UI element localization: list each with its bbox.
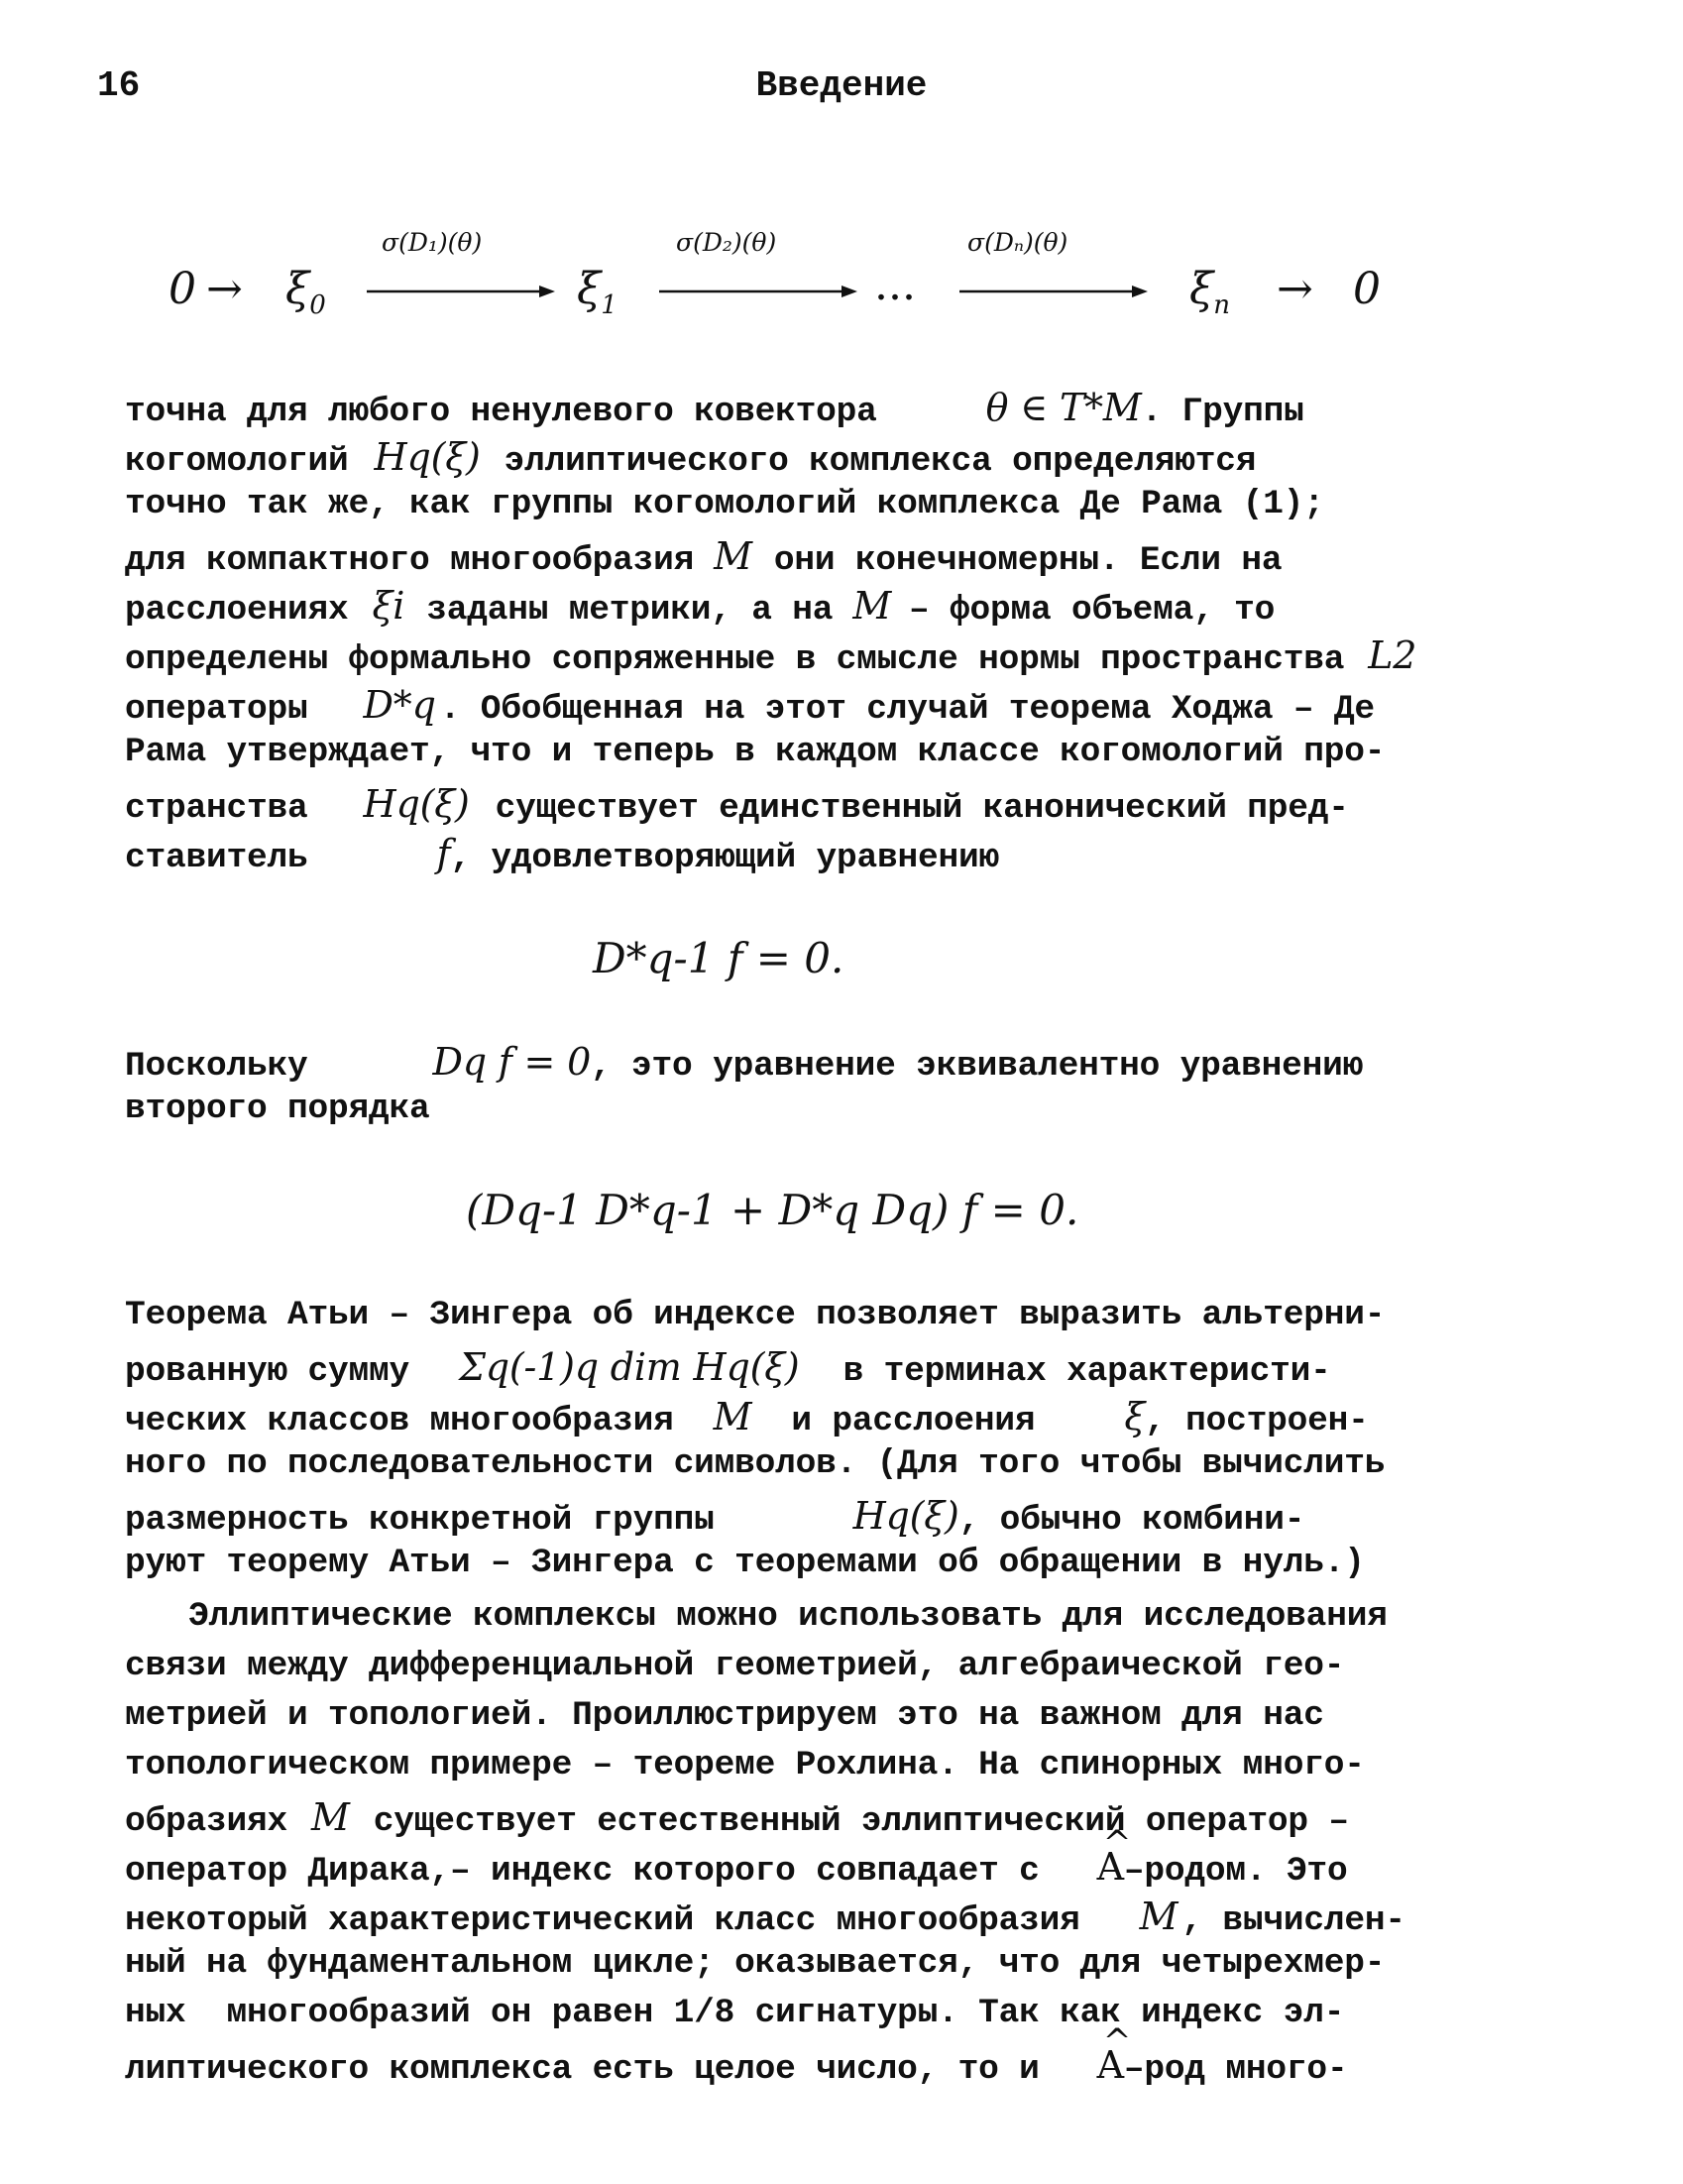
text-line: для компактного многообразия M они конечномерны. Если на: [125, 534, 1283, 580]
text-line: точна для любого ненулевого ковектора θ ∈ T*M. Группы: [125, 386, 1304, 431]
text-line: ных многообразий он равен 1/8 сигнатуры. Так как индекс эл-: [125, 1994, 1345, 2032]
seq-arrow-label-3: σ(Dₙ)(θ): [967, 228, 1068, 257]
text-line: расслоениях ξi заданы метрики, а на M – форма объема, то: [125, 584, 1276, 630]
text-line: точно так же, как группы когомологий комплекса Де Рама (1);: [125, 485, 1324, 523]
seq-xi0: $\xi_0$: [285, 264, 326, 320]
display-formula-1: D*q-1 f = 0.: [593, 934, 844, 982]
text-line: рованную сумму Σq(-1)q dim Hq(ξ) в терминах характеристи-: [125, 1345, 1331, 1391]
text-line: Теорема Атьи – Зингера об индексе позволяет выразить альтерни-: [125, 1296, 1386, 1334]
seq-arrow-end: →: [1277, 264, 1313, 314]
text-line: когомологий Hq(ξ) эллиптического комплекса определяются: [125, 435, 1257, 481]
text-line: операторы D*q . Обобщенная на этот случай теорема Ходжа – Де: [125, 683, 1375, 729]
seq-long-arrow-2: [659, 282, 857, 301]
text-line: липтического комплекса есть целое число, то и^ A–род много-: [125, 2046, 1347, 2088]
text-line: странства Hq(ξ) существует единственный канонический пред-: [125, 782, 1349, 828]
seq-arrow-0: →: [206, 264, 243, 314]
seq-zero-right: 0: [1353, 264, 1381, 314]
text-line: руют теорему Атьи – Зингера с теоремами об обращении в нуль.): [125, 1544, 1365, 1582]
text-line: второго порядка: [125, 1090, 430, 1128]
text-line: топологическом примере – теореме Рохлина. На спинорных много-: [125, 1746, 1365, 1784]
seq-long-arrow-1: [367, 282, 555, 301]
text-line: оператор Дирака,– индекс которого совпадает с^ A–родом. Это: [125, 1848, 1347, 1890]
exact-sequence: [168, 228, 1457, 323]
text-line: некоторый характеристический класс многообразия M , вычислен-: [125, 1895, 1405, 1940]
seq-zero-left: 0: [168, 264, 196, 314]
text-line: Поскольку Dq f = 0, это уравнение эквивалентно уравнению: [125, 1040, 1364, 1086]
seq-xi1: $\xi_1$: [577, 264, 617, 320]
seq-arrow-label-2: σ(D₂)(θ): [676, 228, 777, 257]
text-line: связи между дифференциальной геометрией, алгебраической гео-: [125, 1647, 1345, 1685]
text-line: ный на фундаментальном цикле; оказывается, что для четырехмер-: [125, 1944, 1386, 1983]
seq-arrow-label-1: σ(D₁)(θ): [382, 228, 483, 257]
page-number: 16: [97, 65, 141, 106]
text-line: ческих классов многообразия M и расслоения ξ, построен-: [125, 1395, 1369, 1440]
text-line: размерность конкретной группы Hq(ξ), обычно комбини-: [125, 1494, 1305, 1540]
text-line: Рама утверждает, что и теперь в каждом классе когомологий про-: [125, 733, 1386, 771]
text-line: определены формально сопряженные в смысле нормы пространства L2: [125, 633, 1417, 679]
display-formula-2: (Dq-1 D*q-1 + D*q Dq) f = 0.: [466, 1186, 1079, 1234]
text-line: образиях M существует естественный эллиптический оператор –: [125, 1795, 1349, 1841]
seq-dots: ...: [874, 260, 916, 310]
text-line: ставитель f, удовлетворяющий уравнению: [125, 832, 999, 877]
text-line: ного по последовательности символов. (Для того чтобы вычислить: [125, 1444, 1386, 1483]
running-header-title: Введение: [755, 65, 928, 106]
seq-xin: $\xi_n$: [1189, 264, 1230, 320]
text-line: Эллиптические комплексы можно использовать для исследования: [188, 1597, 1388, 1636]
text-line: метрией и топологией. Проиллюстрируем это на важном для нас: [125, 1696, 1324, 1735]
seq-long-arrow-3: [959, 282, 1148, 301]
